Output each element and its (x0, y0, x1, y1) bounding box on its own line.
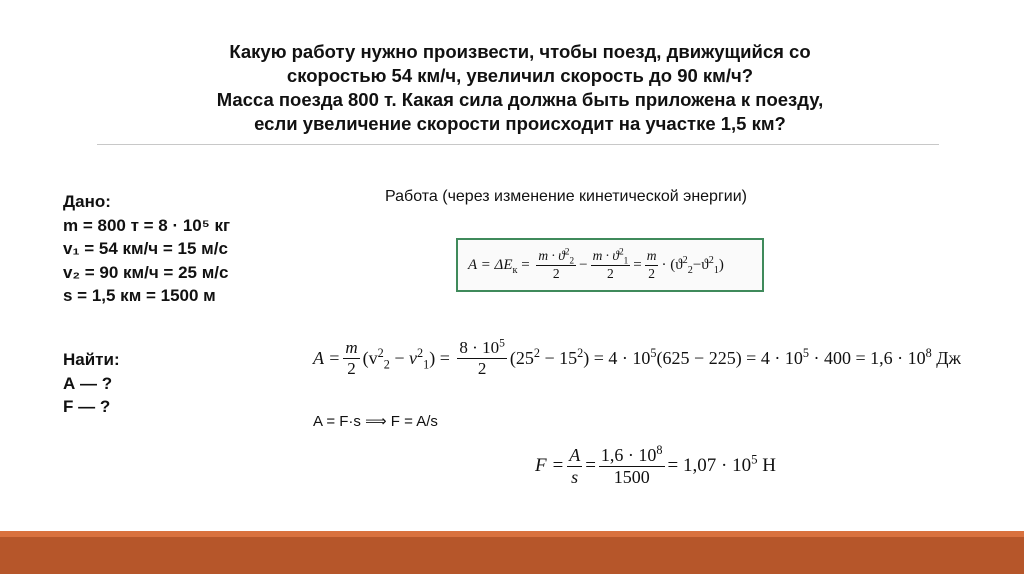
problem-line-4: если увеличение скорости происходит на участке 1,5 км? (254, 113, 786, 134)
given-distance: s = 1,5 км = 1500 м (63, 286, 216, 305)
force-fraction-symbolic: $\frac{A}{s}$ (569, 444, 581, 487)
given-block (63, 190, 230, 308)
work-fraction-numeric: $\frac{8 \cdot 10^5}{2}$ (459, 336, 505, 378)
work-fraction-m: $\frac{m}{2}$ (345, 337, 358, 378)
problem-statement (110, 40, 930, 136)
formula-lhs: $A = \Delta E_к$ (468, 256, 518, 276)
kinetic-energy-formula: $A = \Delta E_к$ = $\frac{m \cdot ϑ^2_2}{2}$ − $\frac{m \cdot ϑ^2_1}{2}$ = $\frac{m}{2}$ · $(ϑ^2_2-ϑ^2_1)$ (468, 246, 724, 281)
formula-fraction-3: $\frac{m}{2}$ (646, 248, 657, 281)
find-heading: Найти: (63, 350, 120, 369)
find-force: F — ? (63, 397, 111, 416)
force-fraction-numeric: $\frac{1,6 \cdot 10^8}{1500}$ (600, 442, 663, 487)
footer-accent-bar (0, 531, 1024, 574)
force-calculation: F = $\frac{A}{s}$ = $\frac{1,6 \cdot 10^8}{1500}$ = $1,07 \cdot 10^5$ Н (535, 442, 777, 487)
given-v1: v₁ = 54 км/ч = 15 м/с (63, 239, 228, 258)
find-work: А — ? (63, 373, 113, 393)
kinetic-energy-formula-box (456, 238, 764, 292)
work-calculation: A = $\frac{m}{2}$ $(v^2_2 - v^2_1)$ = $\frac{8 \cdot 10^5}{2}$ $(25^2 - 15^2) = 4 \cdot 10^5(625 - 225) = 4 \cdot 10^5 \cdot 400 = 1,6 \cdot 10^8$ Дж (313, 336, 961, 378)
work-caption: Работа (через изменение кинетической энергии) (385, 188, 747, 205)
footer-accent-stripe (0, 531, 1024, 537)
given-mass: m = 800 т = 8 · 10⁵ кг (63, 215, 231, 235)
problem-line-2: скоростью 54 км/ч, увеличил скорость до 90 км/ч? (286, 65, 754, 86)
formula-fraction-2: $\frac{m \cdot ϑ^2_1}{2}$ (592, 246, 629, 281)
given-heading: Дано: (63, 192, 111, 211)
work-force-relation: A = F·s ⟹ F = A/s (313, 413, 438, 430)
title-divider (97, 144, 939, 145)
given-v2: v₂ = 90 км/ч = 25 м/с (63, 262, 229, 282)
problem-line-1: Какую работу нужно произвести, чтобы поезд, движущийся со (229, 41, 811, 62)
find-block (63, 348, 120, 419)
problem-line-3: Масса поезда 800 т. Какая сила должна быть приложена к поезду, (216, 89, 824, 110)
formula-fraction-1: $\frac{m \cdot ϑ^2_2}{2}$ (538, 246, 575, 281)
